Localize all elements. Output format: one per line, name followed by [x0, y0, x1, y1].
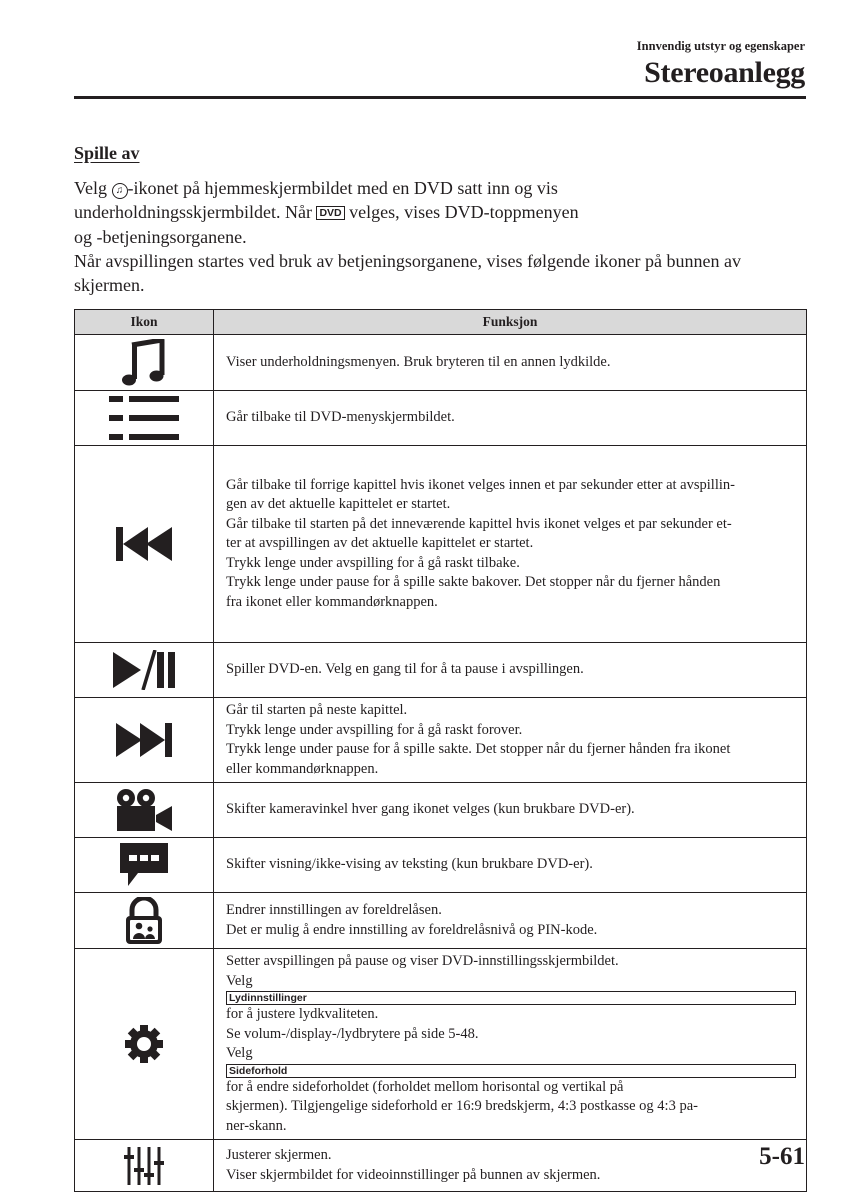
subtitle-icon — [75, 838, 214, 893]
intro-text: skjermen. — [74, 275, 145, 296]
function-line: gen av det aktuelle kapittelet er startet. — [226, 496, 451, 513]
parental-lock-icon — [75, 893, 214, 949]
icon-function-table — [74, 309, 807, 1192]
intro-text: og -betjeningsorganene. — [74, 226, 247, 247]
function-cell — [214, 893, 807, 949]
table-row — [75, 335, 807, 391]
function-line: Går tilbake til DVD-menyskjermbildet. — [226, 409, 455, 426]
dvd-button-label: DVD — [316, 206, 344, 220]
function-line: Trykk lenge under pause for å spille sakte bakover. Det stopper når du fjerner hånden — [226, 574, 721, 591]
table-row — [75, 643, 807, 698]
function-line: Velg — [226, 1045, 253, 1061]
table-row — [75, 1140, 807, 1192]
header-rule — [74, 96, 806, 99]
function-line: eller kommandørknappen. — [226, 760, 379, 777]
intro-text: velges, vises DVD-toppmenyen — [344, 202, 579, 223]
function-cell — [214, 949, 807, 1140]
page-number: 5-61 — [759, 1143, 805, 1170]
table-row — [75, 783, 807, 838]
function-cell — [214, 391, 807, 446]
intro-text: -ikonet på hjemmeskjermbildet med en DVD satt inn og vis — [127, 178, 558, 198]
intro-paragraph — [74, 176, 814, 297]
previous-chapter-icon — [75, 446, 214, 643]
music-note-inline-icon: ♫ — [112, 183, 128, 199]
sound-settings-button-label: Lydinnstillinger — [226, 991, 796, 1005]
function-line: Går tilbake til forrige kapittel hvis ikonet velges innen et par sekunder etter at avspillin- — [226, 476, 735, 493]
function-cell — [214, 643, 807, 698]
function-line: for å justere lydkvaliteten. — [226, 1006, 379, 1022]
function-line: for å endre sideforholdet (forholdet mellom horisontal og vertikal på — [226, 1078, 624, 1095]
function-line: Se volum-/display-/lydbrytere på side 5-48. — [226, 1025, 479, 1042]
table-row — [75, 838, 807, 893]
function-line: skjermen). Tilgjengelige sideforhold er 16:9 bredskjerm, 4:3 postkasse og 4:3 pa- — [226, 1098, 698, 1114]
intro-text: underholdningsskjermbildet. Når — [74, 202, 317, 223]
function-line: Skifter kameravinkel hver gang ikonet velges (kun brukbare DVD-er). — [226, 801, 635, 818]
intro-text: Velg — [74, 178, 112, 198]
table-row — [75, 391, 807, 446]
section-heading: Spille av — [74, 143, 140, 163]
settings-gear-icon — [75, 949, 214, 1140]
function-line: Viser underholdningsmenyen. Bruk bryteren til en annen lydkilde. — [226, 353, 611, 370]
function-line: Skifter visning/ikke-vising av teksting (kun brukbare DVD-er). — [226, 856, 593, 873]
column-header-function: Funksjon — [214, 310, 807, 335]
function-line: Endrer innstillingen av foreldrelåsen. — [226, 902, 442, 918]
function-line: Trykk lenge under pause for å spille sakte. Det stopper når du fjerner hånden fra ikonet — [226, 741, 731, 757]
video-adjust-icon — [75, 1140, 214, 1192]
table-header-row — [75, 310, 807, 335]
function-line: Justerer skjermen. — [226, 1147, 332, 1163]
function-cell — [214, 698, 807, 783]
table-row — [75, 893, 807, 949]
function-line: Setter avspillingen på pause og viser DVD-innstillingsskjermbildet. — [226, 953, 619, 969]
table-row — [75, 446, 807, 643]
function-cell — [214, 446, 807, 643]
function-line: Velg — [226, 972, 253, 989]
function-line: Trykk lenge under avspilling for å gå raskt forover. — [226, 721, 523, 738]
function-line: Det er mulig å endre innstilling av foreldrelåsnivå og PIN-kode. — [226, 921, 598, 938]
function-line: fra ikonet eller kommandørknappen. — [226, 593, 438, 610]
play-pause-icon — [75, 643, 214, 698]
music-note-icon — [75, 335, 214, 391]
function-cell — [214, 783, 807, 838]
column-header-icon: Ikon — [75, 310, 214, 335]
camera-angle-icon — [75, 783, 214, 838]
function-line: Går tilbake til starten på det inneværende kapittel hvis ikonet velges et par sekunder et- — [226, 515, 732, 532]
table-row — [75, 698, 807, 783]
menu-list-icon — [75, 391, 214, 446]
function-line: Går til starten på neste kapittel. — [226, 702, 408, 718]
function-line: Trykk lenge under avspilling for å gå raskt tilbake. — [226, 554, 520, 571]
function-line: ner-skann. — [226, 1117, 287, 1134]
function-line: ter at avspillingen av det aktuelle kapittelet er startet. — [226, 535, 534, 552]
table-row — [75, 949, 807, 1140]
function-cell — [214, 838, 807, 893]
next-chapter-icon — [75, 698, 214, 783]
function-cell — [214, 1140, 807, 1192]
function-cell — [214, 335, 807, 391]
aspect-ratio-button-label: Sideforhold — [226, 1064, 796, 1078]
intro-text: Når avspillingen startes ved bruk av betjeningsorganene, vises følgende ikoner på bunnen av — [74, 250, 741, 271]
function-line: Viser skjermbildet for videoinnstillinger på bunnen av skjermen. — [226, 1166, 601, 1183]
function-line: Spiller DVD-en. Velg en gang til for å ta pause i avspillingen. — [226, 661, 584, 678]
section-title: Innvendig utstyr og egenskaper — [636, 39, 805, 53]
page-title: Stereoanlegg — [644, 56, 805, 89]
